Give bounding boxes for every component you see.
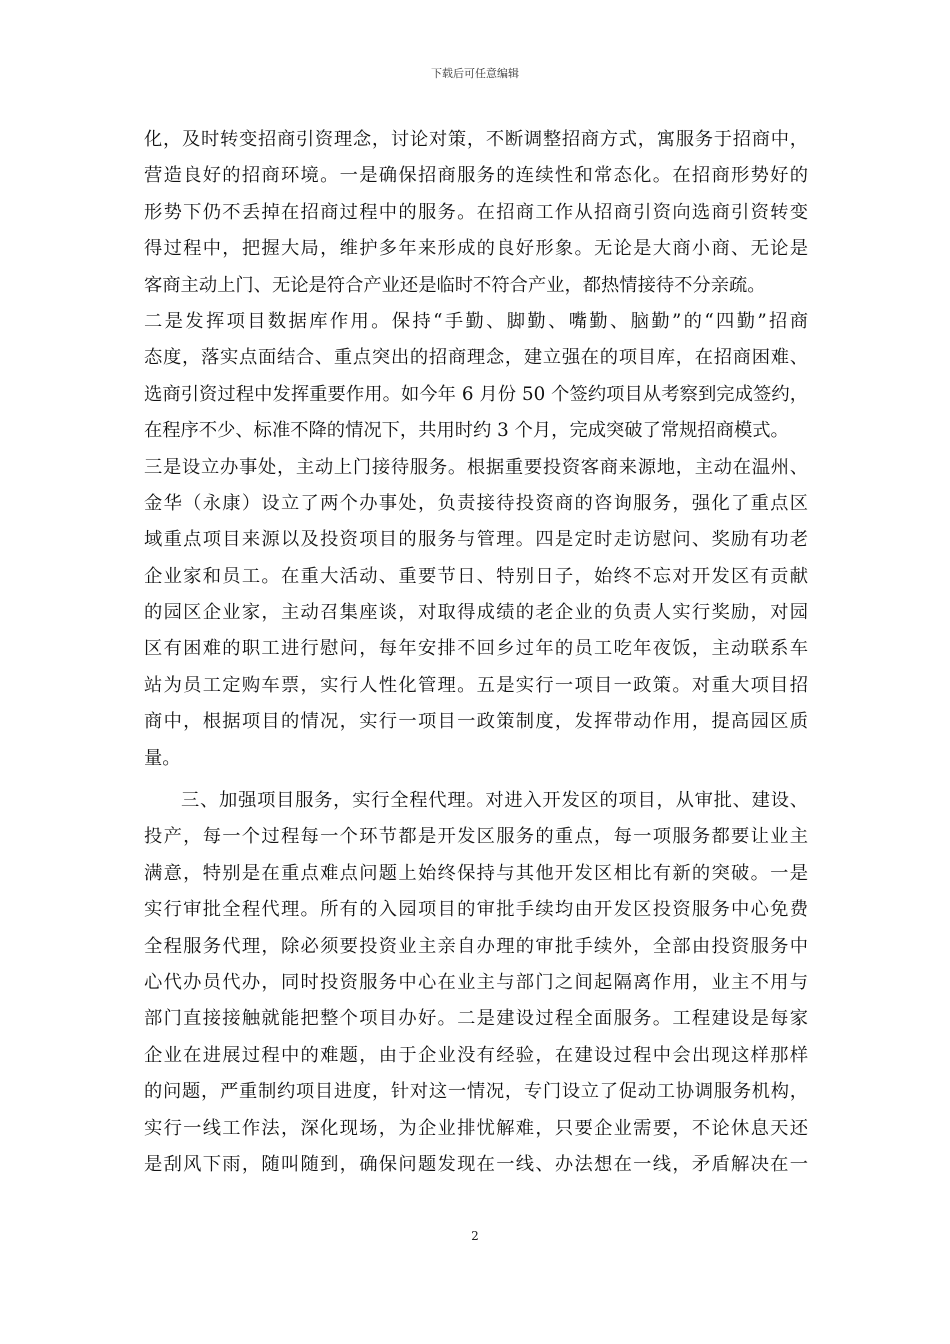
text-line: 形势下仍不丢掉在招商过程中的服务。在招商工作从招商引资向选商引资转变	[144, 201, 808, 223]
text-line: 企业家和员工。在重大活动、重要节日、特别日子，始终不忘对开发区有贡献	[144, 565, 808, 587]
text-line: 态度，落实点面结合、重点突出的招商理念，建立强在的项目库，在招商困难、	[144, 347, 808, 369]
text-line: 金华（永康）设立了两个办事处，负责接待投资商的咨询服务，强化了重点区	[144, 492, 808, 514]
text-line: 二是发挥项目数据库作用。保持“手勤、脚勤、嘴勤、脑勤”的“四勤”招商	[144, 310, 808, 332]
text-line: 全程服务代理，除必须要投资业主亲自办理的审批手续外，全部由投资服务中	[144, 935, 808, 957]
text-line: 域重点项目来源以及投资项目的服务与管理。四是定时走访慰问、奖励有功老	[144, 529, 808, 551]
text-line: 营造良好的招商环境。一是确保招商服务的连续性和常态化。在招商形势好的	[144, 165, 808, 187]
text-line: 客商主动上门、无论是符合产业还是临时不符合产业，都热情接待不分亲疏。	[144, 274, 766, 296]
text-line: 实行一线工作法，深化现场，为企业排忧解难，只要企业需要，不论休息天还	[144, 1117, 808, 1139]
text-line: 心代办员代办，同时投资服务中心在业主与部门之间起隔离作用，业主不用与	[144, 971, 808, 993]
paragraph-2	[144, 783, 808, 1183]
document-body	[144, 122, 808, 1183]
text-line: 企业在进展过程中的难题，由于企业没有经验，在建设过程中会出现这样那样	[144, 1044, 808, 1066]
text-line: 站为员工定购车票，实行人性化管理。五是实行一项目一政策。对重大项目招	[144, 674, 808, 696]
text-line: 选商引资过程中发挥重要作用。如今年 6 月份 50 个签约项目从考察到完成签约，	[144, 383, 808, 405]
text-line: 的园区企业家，主动召集座谈，对取得成绩的老企业的负责人实行奖励，对园	[144, 602, 808, 624]
text-line-indented: 三、加强项目服务，实行全程代理。对进入开发区的项目，从审批、建设、	[181, 790, 808, 812]
text-line: 量。	[144, 747, 181, 769]
text-line: 实行审批全程代理。所有的入园项目的审批手续均由开发区投资服务中心免费	[144, 899, 808, 921]
text-line: 得过程中，把握大局，维护多年来形成的良好形象。无论是大商小商、无论是	[144, 238, 808, 260]
paragraph-1	[144, 122, 808, 777]
page-header: 下载后可任意编辑	[431, 67, 519, 80]
page-number: 2	[471, 1229, 479, 1243]
text-line: 化，及时转变招商引资理念，讨论对策，不断调整招商方式，寓服务于招商中，	[144, 129, 808, 150]
text-line: 部门直接接触就能把整个项目办好。二是建设过程全面服务。工程建设是每家	[144, 1008, 808, 1030]
text-line: 三是设立办事处，主动上门接待服务。根据重要投资客商来源地，主动在温州、	[144, 456, 808, 478]
text-line: 商中，根据项目的情况，实行一项目一政策制度，发挥带动作用，提高园区质	[144, 711, 808, 733]
text-line: 满意，特别是在重点难点问题上始终保持与其他开发区相比有新的突破。一是	[144, 862, 808, 884]
text-line: 的问题，严重制约项目进度，针对这一情况，专门设立了促动工协调服务机构，	[144, 1081, 808, 1103]
text-line: 是刮风下雨，随叫随到，确保问题发现在一线、办法想在一线，矛盾解决在一	[144, 1153, 808, 1175]
text-line: 投产，每一个过程每一个环节都是开发区服务的重点，每一项服务都要让业主	[144, 826, 808, 848]
text-line: 在程序不少、标准不降的情况下，共用时约 3 个月，完成突破了常规招商模式。	[144, 420, 789, 442]
text-line: 区有困难的职工进行慰问，每年安排不回乡过年的员工吃年夜饭，主动联系车	[144, 638, 808, 660]
